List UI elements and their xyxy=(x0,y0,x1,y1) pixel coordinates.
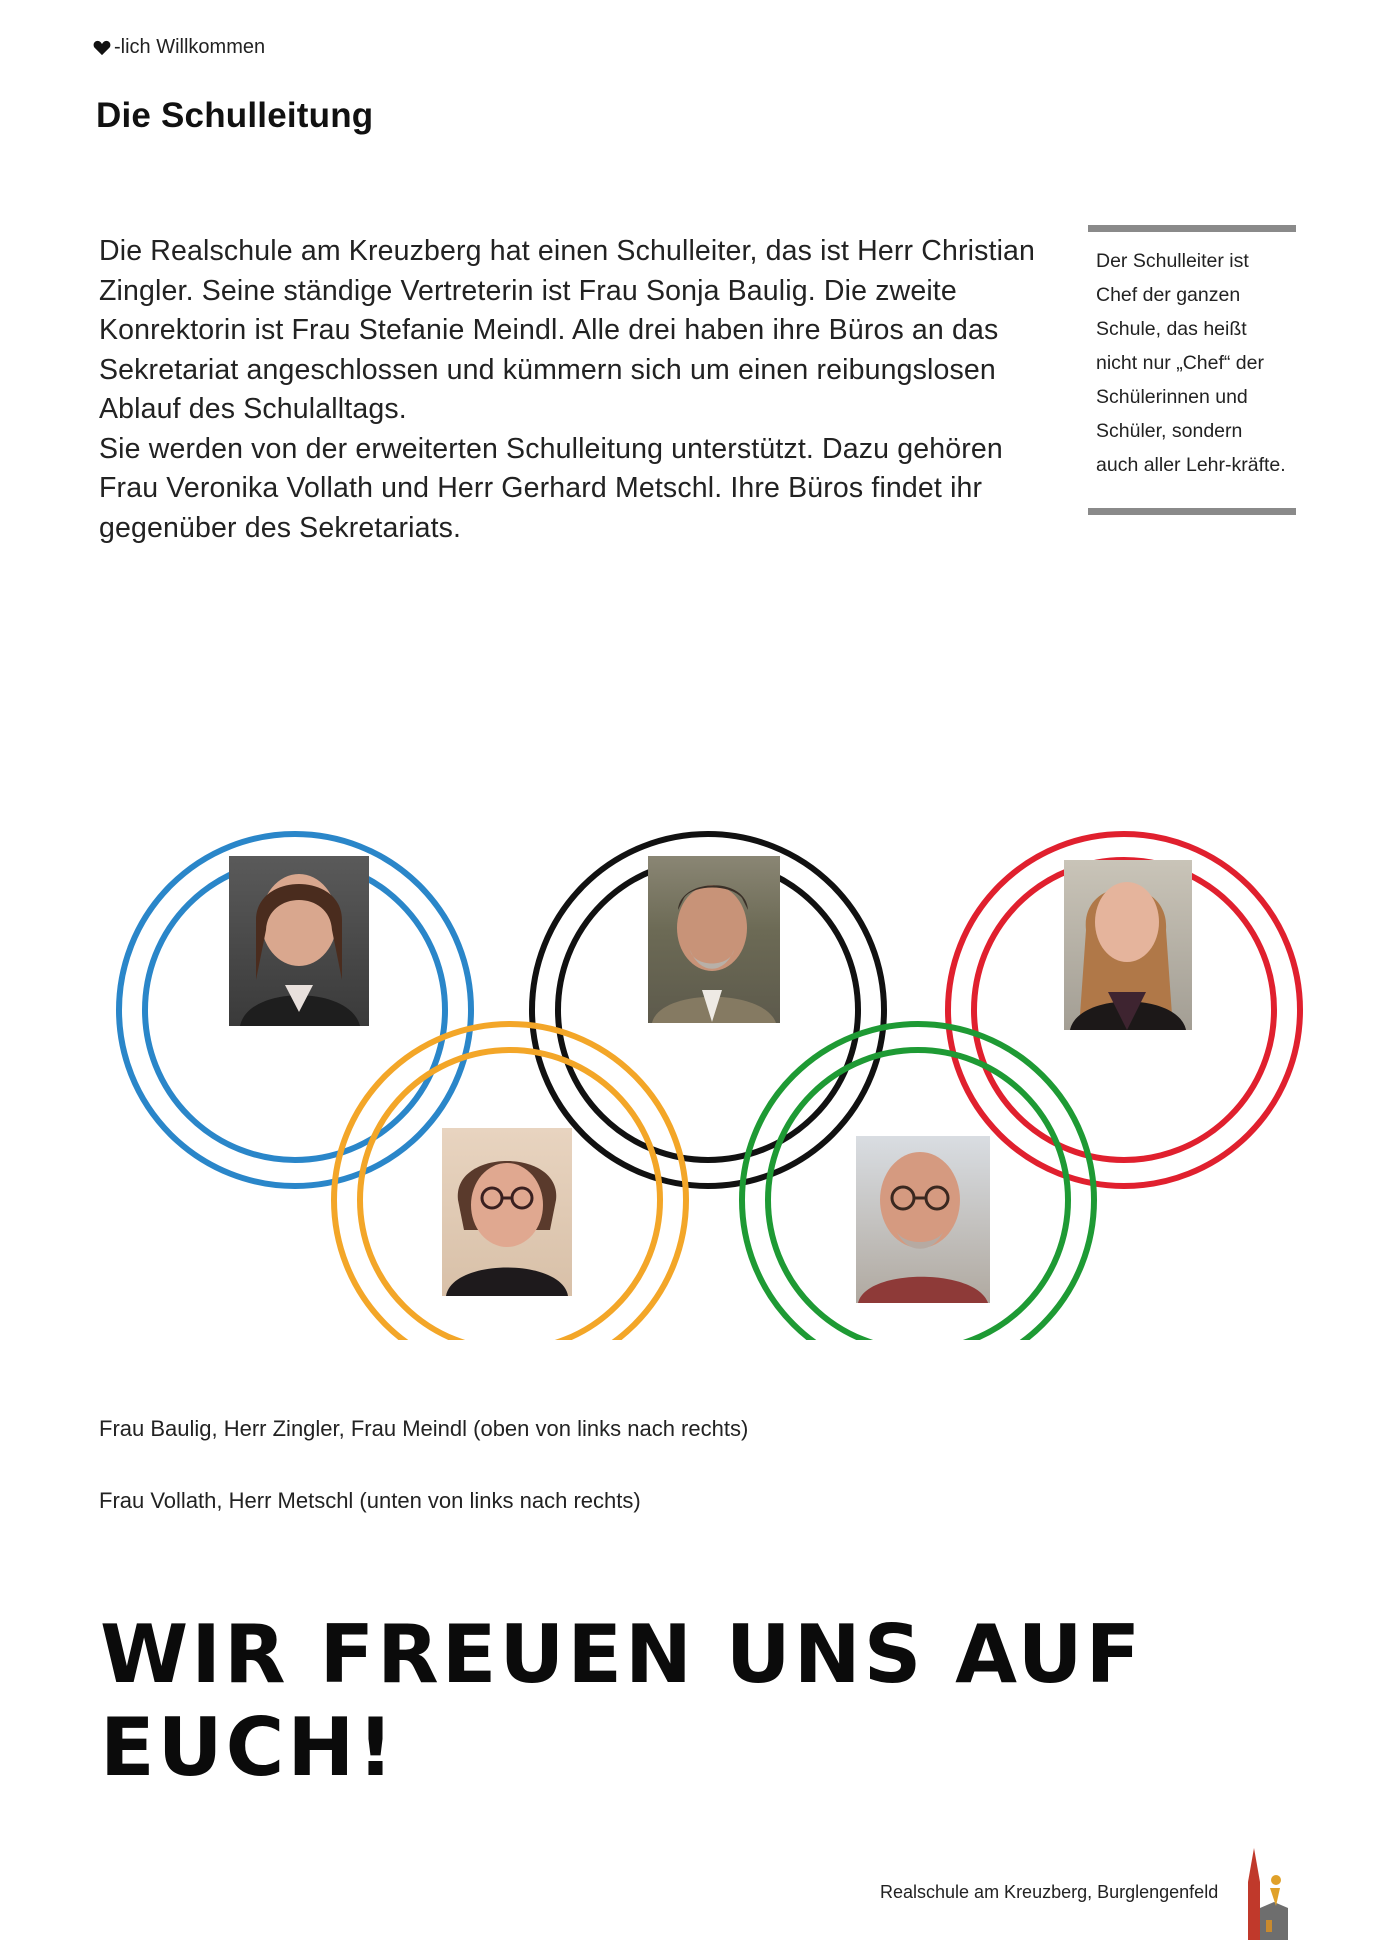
portrait-zingler xyxy=(648,856,780,1023)
olympic-rings-graphic xyxy=(0,780,1377,1340)
photo-caption-top: Frau Baulig, Herr Zingler, Frau Meindl (oben von links nach rechts) xyxy=(99,1416,749,1441)
portrait-metschl xyxy=(856,1136,990,1303)
page-title: Die Schulleitung xyxy=(96,96,374,135)
page-kicker xyxy=(93,36,265,59)
school-logo-icon xyxy=(1240,1848,1292,1940)
portrait-vollath xyxy=(442,1128,572,1296)
portrait-meindl xyxy=(1064,860,1192,1030)
slogan-headline: WIR FREUEN UNS AUF EUCH! xyxy=(100,1608,1144,1794)
footer-school-name: Realschule am Kreuzberg, Burglengenfeld xyxy=(880,1882,1219,1902)
kicker-text: -lich Willkommen xyxy=(114,36,266,58)
intro-text xyxy=(99,232,1059,548)
intro-paragraph-2: Sie werden von der erweiterten Schulleitung unterstützt. Dazu gehören Frau Veronika Vollath und Herr Gerhard Metschl. Ihre Büros findet ihr gegenüber des Sekretariats. xyxy=(99,432,1003,544)
portrait-baulig xyxy=(229,856,369,1026)
intro-paragraph-1: Die Realschule am Kreuzberg hat einen Schulleiter, das ist Herr Christian Zingler. Seine ständige Vertreterin ist Frau Sonja Baulig. Die zweite Konrektorin ist Frau Stefanie Meindl. Alle drei haben ihre Büros an das Sekretariat angeschlossen und kümmern sich um einen reibungslosen Ablauf des Schulalltags. xyxy=(99,235,1036,425)
info-sidebox xyxy=(1088,225,1296,515)
heart-icon xyxy=(93,40,111,56)
photo-caption-bottom: Frau Vollath, Herr Metschl (unten von links nach rechts) xyxy=(99,1488,641,1513)
sidebox-text: Der Schulleiter ist Chef der ganzen Schule, das heißt nicht nur „Chef“ der Schülerinnen und Schüler, sondern auch aller Lehr-kräfte. xyxy=(1096,250,1286,476)
